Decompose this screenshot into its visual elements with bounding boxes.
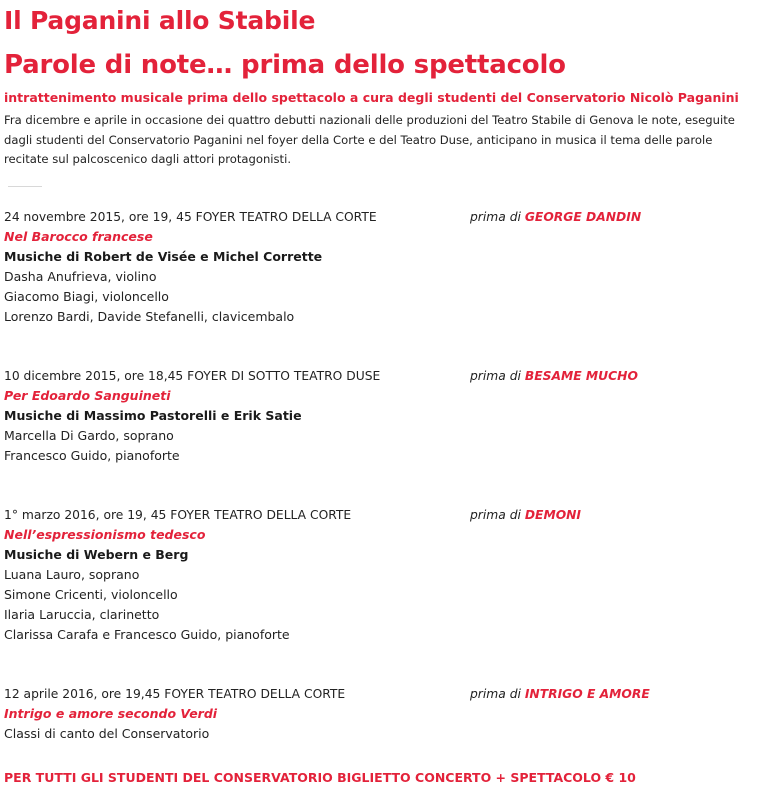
performer: Luana Lauro, soprano <box>4 567 140 582</box>
event-theme: Nel Barocco francese <box>4 229 153 244</box>
event-theme: Intrigo e amore secondo Verdi <box>4 706 218 721</box>
event-theme: Per Edoardo Sanguineti <box>4 388 171 403</box>
performer: Dasha Anufrieva, violino <box>4 269 157 284</box>
page-title: Il Paganini allo Stabile <box>4 6 316 35</box>
event-date-venue: 10 dicembre 2015, ore 18,45 FOYER DI SOTTO TEATRO DUSE <box>4 369 381 383</box>
event-date-venue: 24 novembre 2015, ore 19, 45 FOYER TEATRO DELLA CORTE <box>4 210 377 224</box>
event-date-venue: 1° marzo 2016, ore 19, 45 FOYER TEATRO DELLA CORTE <box>4 508 352 522</box>
event-premiere <box>470 366 638 386</box>
show-title: GEORGE DANDIN <box>524 210 642 224</box>
event-music: Musiche di Webern e Berg <box>4 547 189 562</box>
premiere-prefix: prima di <box>470 508 525 522</box>
premiere-prefix: prima di <box>470 369 525 383</box>
event-date-venue: 12 aprile 2016, ore 19,45 FOYER TEATRO DELLA CORTE <box>4 687 346 701</box>
performer: Francesco Guido, pianoforte <box>4 448 180 463</box>
performer: Lorenzo Bardi, Davide Stefanelli, clavicembalo <box>4 309 295 324</box>
performer: Simone Cricenti, violoncello <box>4 587 178 602</box>
performer: Ilaria Laruccia, clarinetto <box>4 607 160 622</box>
premiere-prefix: prima di <box>470 210 525 224</box>
event-block <box>4 366 749 466</box>
performer: Classi di canto del Conservatorio <box>4 726 210 741</box>
page-subtitle-heading: Parole di note… prima dello spettacolo <box>4 50 566 80</box>
divider <box>8 186 42 187</box>
ticket-offer: PER TUTTI GLI STUDENTI DEL CONSERVATORIO BIGLIETTO CONCERTO + SPETTACOLO € 10 <box>4 770 636 785</box>
performer: Giacomo Biagi, violoncello <box>4 289 169 304</box>
event-theme: Nell’espressionismo tedesco <box>4 527 206 542</box>
show-title: INTRIGO E AMORE <box>524 687 650 701</box>
premiere-prefix: prima di <box>470 687 525 701</box>
event-block <box>4 684 749 744</box>
event-block <box>4 505 749 645</box>
event-premiere <box>470 684 650 704</box>
event-premiere <box>470 207 641 227</box>
show-title: DEMONI <box>524 508 582 522</box>
performer: Clarissa Carafa e Francesco Guido, pianoforte <box>4 627 290 642</box>
event-block <box>4 207 749 327</box>
event-music: Musiche di Robert de Visée e Michel Corrette <box>4 249 323 264</box>
intro-paragraph: Fra dicembre e aprile in occasione dei quattro debutti nazionali delle produzioni del Teatro Stabile di Genova le note, eseguite dagli studenti del Conservatorio Paganini nel foyer della Corte e del Teatro Duse, anticipano in musica il tema delle parole recitate sul palcoscenico dagli attori protagonisti. <box>4 113 735 166</box>
show-title: BESAME MUCHO <box>524 369 638 383</box>
performer: Marcella Di Gardo, soprano <box>4 428 174 443</box>
intro-tagline: intrattenimento musicale prima dello spettacolo a cura degli studenti del Conservatorio Nicolò Paganini <box>4 90 739 105</box>
event-premiere <box>470 505 581 525</box>
event-music: Musiche di Massimo Pastorelli e Erik Satie <box>4 408 302 423</box>
